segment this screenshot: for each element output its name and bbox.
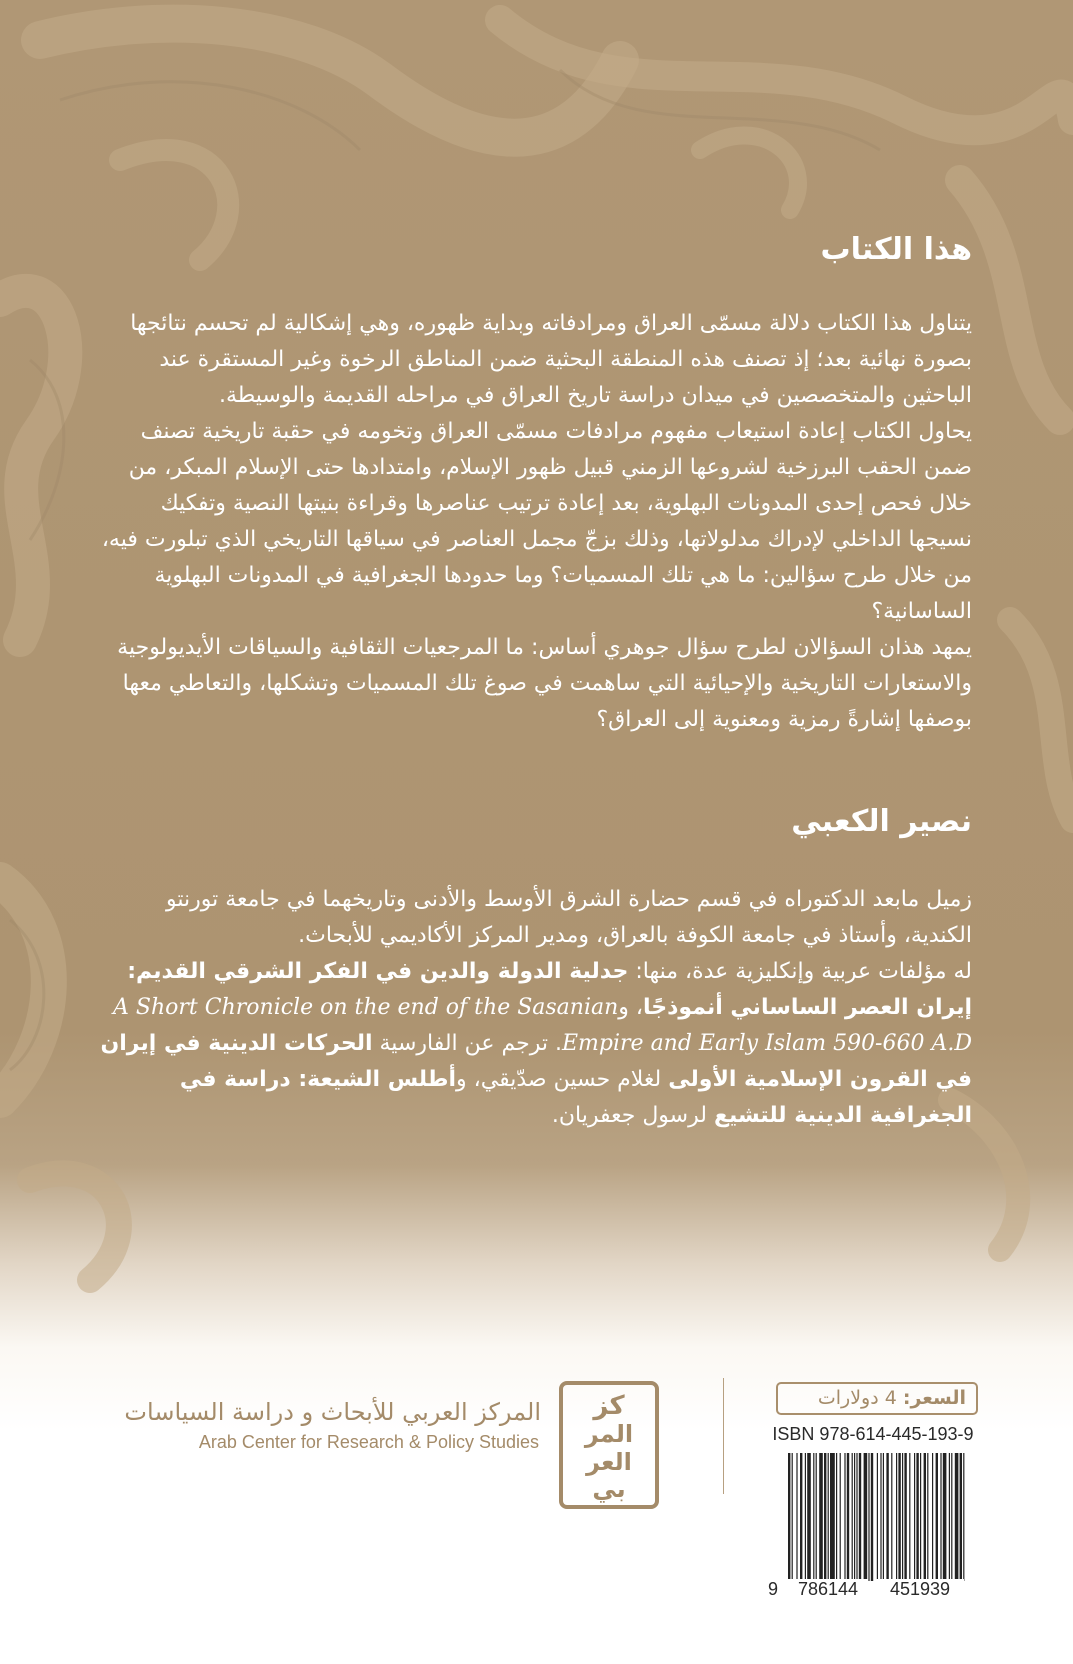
about-paragraph: يحاول الكتاب إعادة استيعاب مفهوم مرادفات مسمّى العراق وتخومه في حقبة تاريخية تصنف ضمن الحقب البرزخية لشروعها الزمني قبيل ظهور الإسلام، وامتدادها حتى الإسلام المبكر، من خلال فحص إحدى المدونات البهلوية، بعد إعادة ترتيب عناصرها وقراءة بنيتها النصية وتفكيك نسيجها الداخلي لإدراك مدلولاتها، وذلك بزجّ مجمل العناصر في سياقها التاريخي الذي تبلورت فيه، من خلال طرح سؤالين: ما هي تلك المسميات؟ وما حدودها الجغرافية في المدونات البهلوية الساسانية؟: [101, 419, 972, 624]
price-value: 4 دولارات: [817, 1387, 897, 1409]
barcode-bar: [940, 1453, 941, 1581]
barcode-bar: [859, 1453, 861, 1581]
barcode-bar: [871, 1453, 873, 1581]
vertical-divider: [723, 1378, 724, 1494]
barcode-bar: [854, 1453, 855, 1581]
barcode-bar: [927, 1453, 928, 1581]
barcode-bar: [816, 1453, 817, 1581]
barcode-bar: [807, 1453, 811, 1581]
barcode-bar: [792, 1453, 793, 1581]
isbn-barcode: [768, 1424, 978, 1604]
arab-center-logo: [558, 1380, 660, 1510]
barcode-bar: [960, 1453, 962, 1581]
logo-glyph: المر: [584, 1420, 634, 1448]
barcode-bar: [847, 1453, 849, 1581]
barcode-bar: [840, 1453, 841, 1581]
barcode-bars: [768, 1453, 978, 1589]
author-works-paragraph: [98, 954, 972, 1134]
logo-glyph: كز: [593, 1391, 625, 1421]
barcode-bar: [788, 1453, 790, 1581]
barcode-bar: [813, 1453, 814, 1581]
barcode-bar: [852, 1453, 853, 1581]
author-bio-text: [98, 882, 972, 1134]
barcode-bar: [856, 1453, 857, 1581]
about-book-text: [98, 306, 972, 738]
barcode-bar: [819, 1453, 823, 1581]
barcode-bar: [836, 1453, 837, 1581]
barcode-digit-first: 9: [768, 1579, 779, 1599]
barcode-bar: [955, 1453, 959, 1581]
translated-work-title: أطلس الشيعة: دراسة في الجغرافية الدينية للتشيع: [179, 1067, 972, 1128]
works-intro: له مؤلفات عربية وإنكليزية عدة، منها:: [628, 959, 972, 984]
about-paragraph: يمهد هذان السؤالان لطرح سؤال جوهري أساس: ما المرجعيات الثقافية والسياقات الأيديولوجية والاستعارات التاريخية والإحيائية التي ساهمت في صوغ تلك المسميات وتشكلها، والتعاطي معها بوصفها إشارةً رمزية ومعنوية إلى العراق؟: [117, 635, 972, 732]
barcode-bar: [844, 1453, 845, 1581]
author-bio-paragraph: زميل مابعد الدكتوراه في قسم حضارة الشرق الأوسط والأدنى وتاريخهما في جامعة تورنتو الكندية، وأستاذ في جامعة الكوفة بالعراق، ومدير المركز الأكاديمي للأبحاث.: [165, 887, 972, 948]
publisher-name-arabic: المركز العربي للأبحاث و دراسة السياسات: [124, 1398, 541, 1426]
price-box: [776, 1382, 978, 1415]
barcode-bar: [868, 1453, 869, 1581]
translated-work-author: لرسول جعفريان.: [551, 1103, 714, 1128]
barcode-bar: [864, 1453, 868, 1581]
barcode-bar: [830, 1453, 835, 1581]
translated-work-title: الحركات الدينية في إيران في القرون الإسلامية الأولى: [100, 1031, 972, 1092]
logo-glyph: بي: [592, 1475, 626, 1503]
barcode-bar: [800, 1453, 802, 1581]
barcode-digits-left: 786144: [788, 1579, 868, 1600]
barcode-bar: [943, 1453, 947, 1581]
barcode-bar: [914, 1453, 915, 1581]
author-name-heading: نصير الكعبي: [791, 804, 972, 839]
price-label: السعر:: [902, 1387, 966, 1409]
works-connector: ، و: [618, 995, 644, 1020]
barcode-bar: [951, 1453, 952, 1581]
barcode-bar: [924, 1453, 926, 1581]
work-title: جدلية الدولة والدين في الفكر الشرقي القديم: إيران العصر الساساني أنموذجًا: [127, 959, 972, 1020]
barcode-bar: [936, 1453, 938, 1581]
barcode-bar: [909, 1453, 910, 1581]
barcode-bar: [880, 1453, 881, 1581]
barcode-bar: [877, 1453, 878, 1581]
barcode-bar: [920, 1453, 921, 1581]
barcode-bar: [886, 1453, 888, 1581]
barcode-bar: [898, 1453, 900, 1581]
barcode-bar: [932, 1453, 933, 1581]
logo-glyph: العر: [586, 1448, 632, 1476]
barcode-bar: [896, 1453, 897, 1581]
isbn-number: ISBN 978-614-445-193-9: [772, 1424, 974, 1444]
barcode-bar: [904, 1453, 906, 1581]
barcode-bar: [891, 1453, 892, 1581]
translated-work-author: لغلام حسين صدّيقي، و: [456, 1067, 669, 1092]
barcode-bar: [883, 1453, 884, 1581]
barcode-bar: [949, 1453, 950, 1581]
barcode-bar: [805, 1453, 806, 1581]
barcode-bar: [902, 1453, 903, 1581]
translation-intro: . ترجم عن الفارسية: [372, 1031, 562, 1056]
about-paragraph: يتناول هذا الكتاب دلالة مسمّى العراق ومرادفاته وبداية ظهوره، وهي إشكالية لم تحسم نتائجها بصورة نهائية بعد؛ إذ تصنف هذه المنطقة البحثية ضمن المناطق الرخوة وغير المستقرة عند الباحثين والمتخصصين في ميدان دراسة تاريخ العراق في مراحله القديمة والوسيطة.: [130, 311, 972, 408]
work-title-english: A Short Chronicle on the end of the Sasanian Empire and Early Islam 590-660 A.D: [113, 995, 972, 1056]
barcode-bar: [828, 1453, 829, 1581]
barcode-bar: [916, 1453, 918, 1581]
barcode-digits-right: 451939: [876, 1579, 964, 1600]
publisher-name-english: Arab Center for Research & Policy Studies: [198, 1432, 539, 1452]
barcode-digits: [768, 1579, 978, 1603]
barcode-bar: [824, 1453, 826, 1581]
barcode-bar: [796, 1453, 797, 1581]
barcode-bar: [963, 1453, 964, 1581]
about-book-heading: هذا الكتاب: [820, 232, 972, 267]
